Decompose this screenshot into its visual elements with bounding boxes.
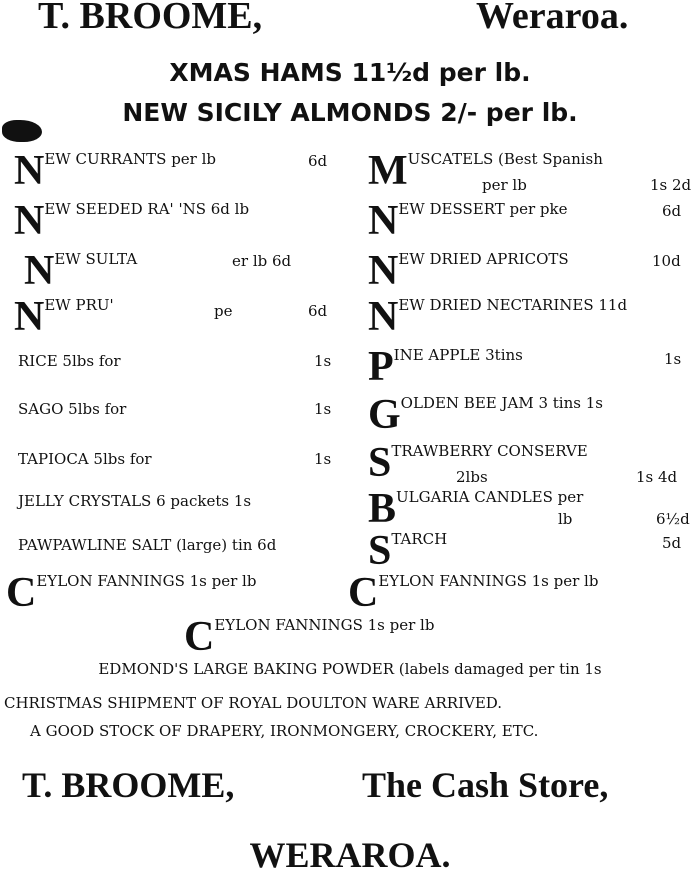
item-text: EYLON FANNINGS 1s per lb [378, 572, 599, 590]
list-item [24, 250, 137, 292]
town-header: Weraroa. [476, 0, 629, 37]
list-item: SAGO 5lbs for [18, 400, 127, 418]
drop-initial: N [24, 248, 55, 294]
item-text: TARCH [391, 530, 448, 548]
drop-initial: N [368, 198, 399, 244]
item-price: 1s 4d [636, 468, 678, 486]
footer-store-name: T. BROOME, [22, 765, 235, 805]
item-text-continued: 2lbs [456, 468, 488, 486]
list-item: JELLY CRYSTALS 6 packets 1s [18, 492, 252, 510]
item-text: EW PRU' [44, 296, 114, 314]
item-price: 6d [308, 302, 328, 320]
promo-xmas-hams: XMAS HAMS 11½d per lb. [169, 58, 531, 87]
drop-initial: M [368, 148, 408, 194]
note-shipment: CHRISTMAS SHIPMENT OF ROYAL DOULTON WARE ARRIVED. [4, 694, 503, 712]
item-price: 1s [314, 450, 332, 468]
list-item: RICE 5lbs for [18, 352, 121, 370]
list-item: PAWPAWLINE SALT (large) tin 6d [18, 536, 277, 554]
footer-tagline: The Cash Store, [362, 765, 609, 805]
ink-blot [2, 120, 42, 142]
item-text-continued: er lb 6d [232, 252, 292, 270]
drop-initial: S [368, 528, 392, 574]
item-text: ULGARIA CANDLES per [396, 488, 584, 506]
drop-initial: C [348, 570, 379, 616]
item-text: EW SEEDED RA' 'NS 6d lb [44, 200, 250, 218]
item-price: 1s [664, 350, 682, 368]
item-text: USCATELS (Best Spanish [407, 150, 603, 168]
list-item [348, 572, 598, 614]
list-item [368, 346, 523, 388]
item-text: EW DRIED APRICOTS [398, 250, 569, 268]
drop-initial: N [14, 148, 45, 194]
drop-initial: C [184, 614, 215, 660]
list-item [368, 250, 569, 292]
drop-initial: N [14, 198, 45, 244]
item-text: EYLON FANNINGS 1s per lb [36, 572, 257, 590]
list-item: TAPIOCA 5lbs for [18, 450, 152, 468]
list-item [14, 200, 249, 242]
list-item [368, 296, 627, 338]
list-item [6, 572, 256, 614]
item-text: EW DRIED NECTARINES 11d [398, 296, 628, 314]
list-item [368, 530, 447, 572]
note-stock: A GOOD STOCK OF DRAPERY, IRONMONGERY, CROCKERY, ETC. [30, 722, 539, 740]
item-text: EW CURRANTS per lb [44, 150, 217, 168]
item-price: 1s [314, 352, 332, 370]
item-price: 6½d [656, 510, 690, 528]
item-price: 1s [314, 400, 332, 418]
item-text: EYLON FANNINGS 1s per lb [214, 616, 435, 634]
list-item [14, 296, 114, 338]
list-item [14, 150, 216, 192]
drop-initial: S [368, 440, 392, 486]
item-price: 6d [662, 202, 682, 220]
footer-town: WERAROA. [249, 835, 451, 875]
item-price: 10d [652, 252, 681, 270]
drop-initial: B [368, 486, 397, 532]
item-text: EW SULTA [54, 250, 138, 268]
list-item [368, 394, 603, 436]
item-price: 5d [662, 534, 682, 552]
drop-initial: N [368, 248, 399, 294]
promo-sicily-almonds: NEW SICILY ALMONDS 2/- per lb. [122, 98, 578, 127]
list-item [368, 200, 567, 242]
drop-initial: N [14, 294, 45, 340]
drop-initial: G [368, 392, 401, 438]
item-text: INE APPLE 3tins [393, 346, 523, 364]
item-price: 6d [308, 152, 328, 170]
store-name-header: T. BROOME, [38, 0, 263, 37]
drop-initial: N [368, 294, 399, 340]
item-text: EW DESSERT per pke [398, 200, 568, 218]
item-text-continued: per lb [482, 176, 527, 194]
item-text: TRAWBERRY CONSERVE [391, 442, 588, 460]
item-price: 1s 2d [650, 176, 692, 194]
note-baking-powder: EDMOND'S LARGE BAKING POWDER (labels damaged per tin 1s [98, 660, 602, 678]
drop-initial: P [368, 344, 394, 390]
item-text-continued: lb [558, 510, 573, 528]
item-text: OLDEN BEE JAM 3 tins 1s [400, 394, 603, 412]
list-item-center [184, 616, 434, 658]
drop-initial: C [6, 570, 37, 616]
item-text-continued: pe [214, 302, 233, 320]
list-item [368, 488, 583, 530]
